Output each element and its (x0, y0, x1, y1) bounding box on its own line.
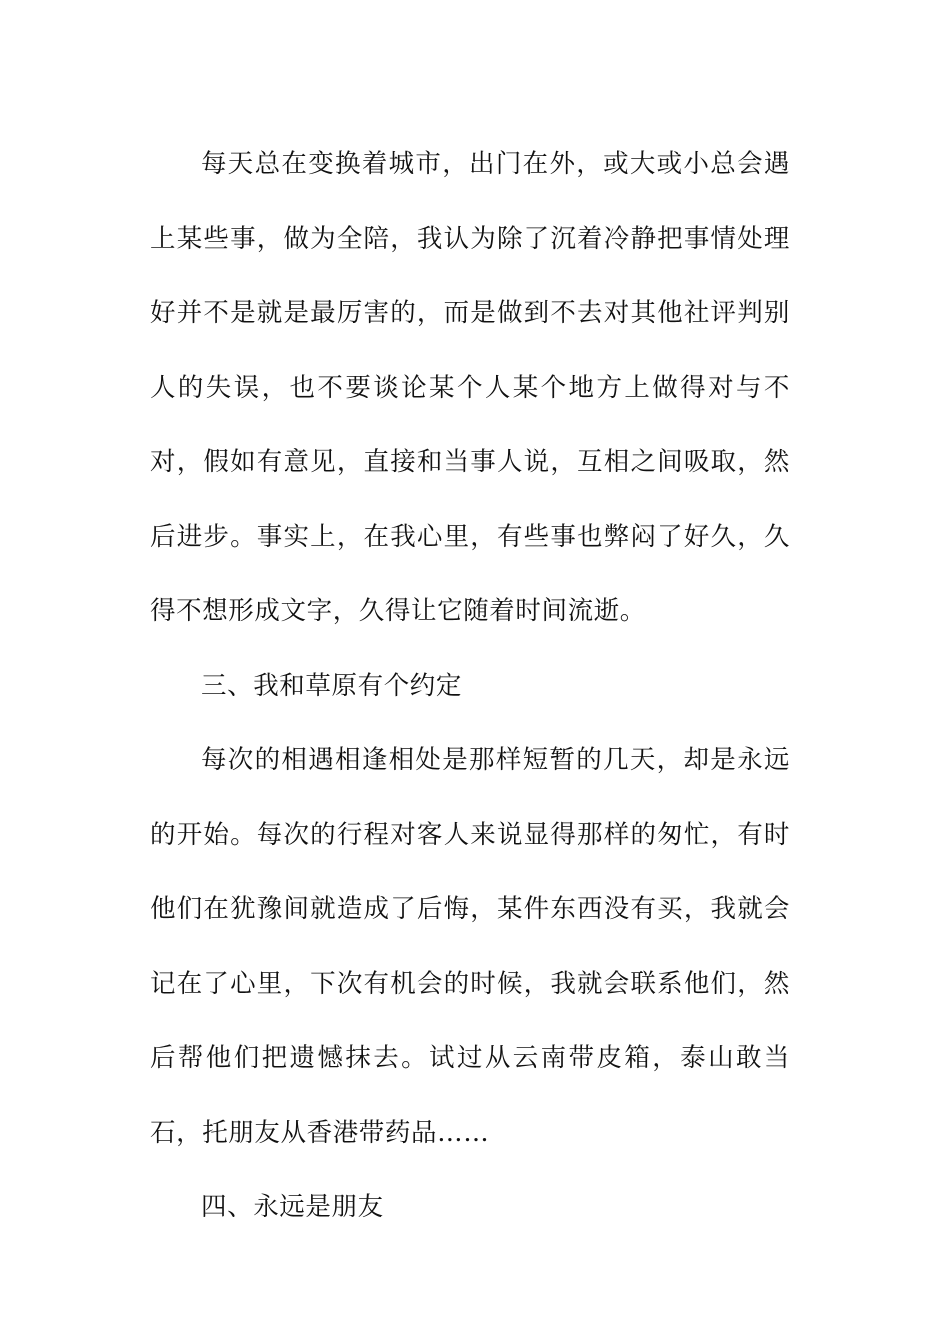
document-body (150, 127, 790, 1245)
body-paragraph: 每次的相遇相逢相处是那样短暂的几天，却是永远的开始。每次的行程对客人来说显得那样的匆忙，有时他们在犹豫间就造成了后悔，某件东西没有买，我就会记在了心里，下次有机会的时候，我就会联系他们，然后帮他们把遗憾抹去。试过从云南带皮箱，泰山敢当石，托朋友从香港带药品…… (150, 745, 790, 1148)
section-heading: 三、我和草原有个约定 (201, 670, 463, 701)
section-heading: 四、永远是朋友 (201, 1192, 384, 1222)
body-paragraph: 每天总在变换着城市，出门在外，或大或小总会遇上某些事，做为全陪，我认为除了沉着冷静把事情处理好并不是就是最厉害的，而是做到不去对其他社评判别人的失误，也不要谈论某个人某个地方上做得对与不对，假如有意见，直接和当事人说，互相之间吸取，然后进步。事实上，在我心里，有些事也弊闷了好久，久得不想形成文字，久得让它随着时间流逝。 (150, 149, 790, 626)
